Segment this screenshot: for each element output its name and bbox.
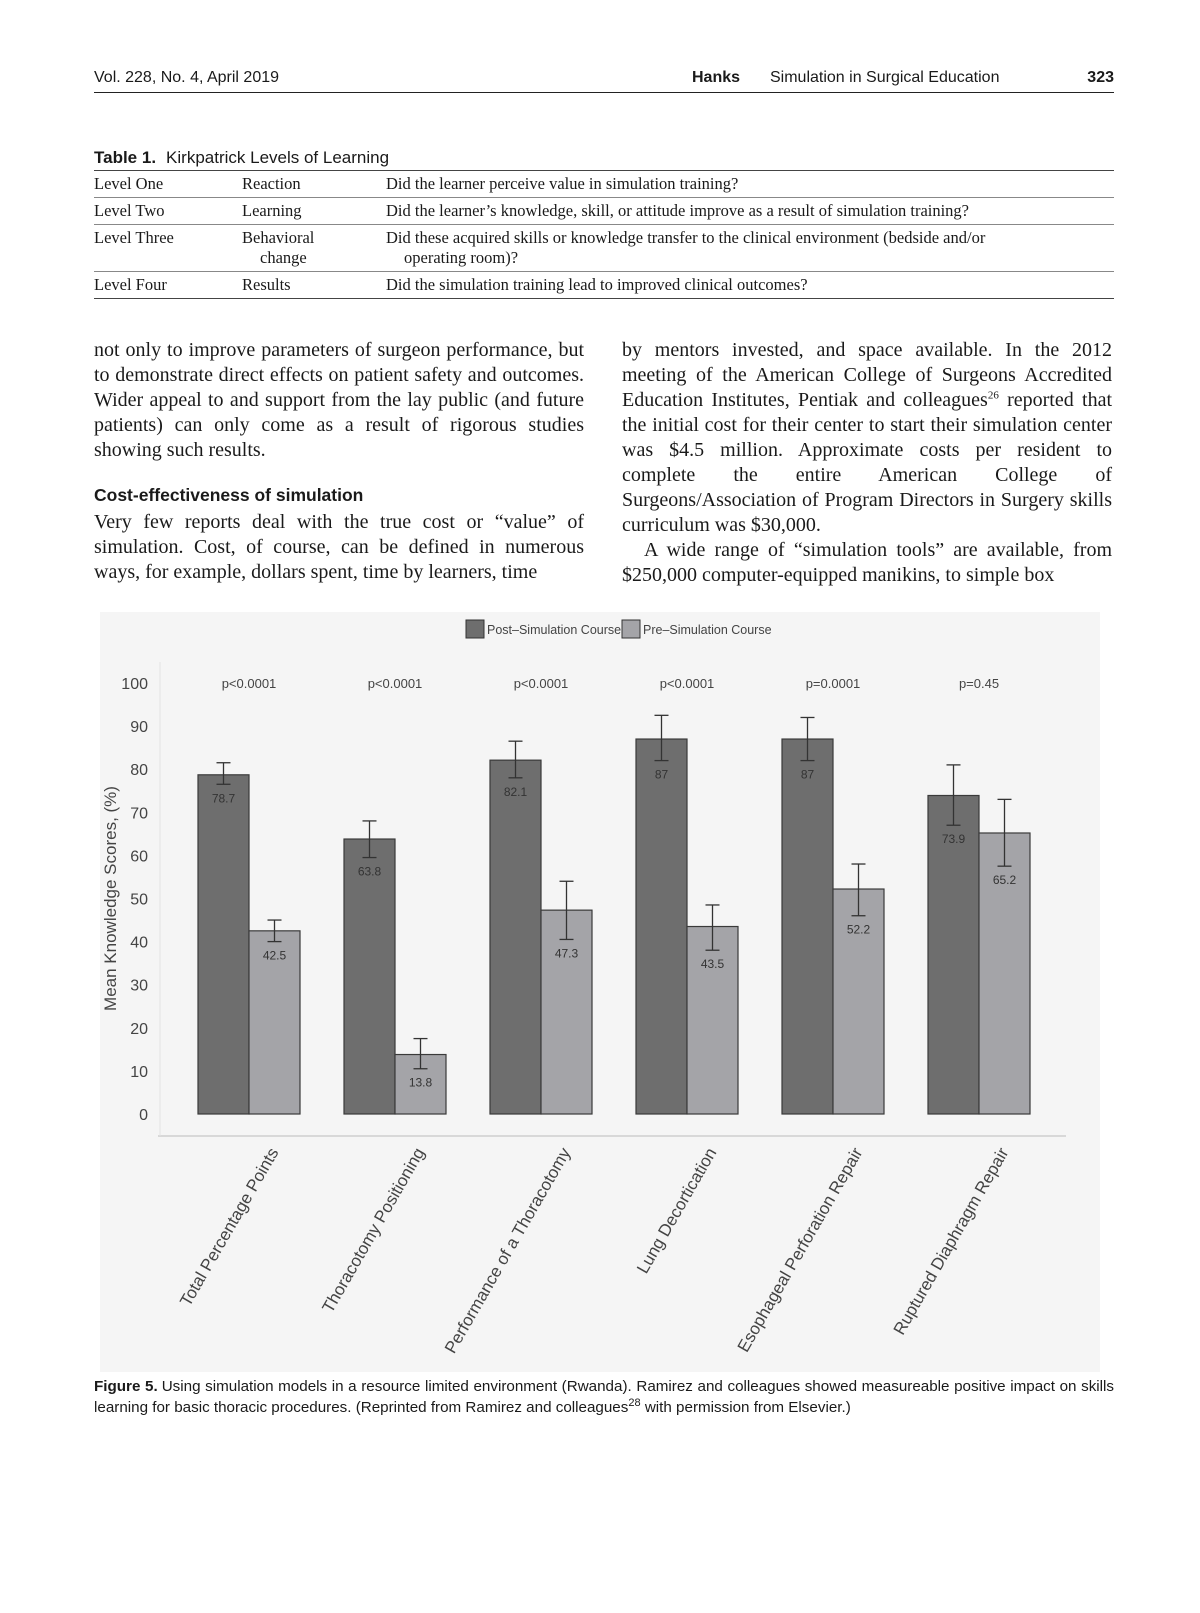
table-cell-question: Did the learner perceive value in simulation training? [386,174,739,193]
bar-post-simulation [198,775,249,1114]
y-tick-label: 10 [130,1063,148,1081]
data-label: 73.9 [941,832,966,847]
running-title: Simulation in Surgical Education [770,69,1000,86]
reference-superscript: 26 [987,389,999,402]
x-tick-label: Thoracotomy Positioning [318,1144,429,1317]
table-cell-name-line1: Behavioral [242,228,315,247]
bar-pre-simulation [541,910,592,1114]
running-author: Hanks [692,69,741,86]
p-value-label: p<0.0001 [367,676,423,691]
section-heading: Cost-effectiveness of simulation [94,485,364,505]
legend-label-pre: Pre–Simulation Course [643,623,772,637]
table-cell-name-line2: change [260,248,307,267]
table-row [94,198,1114,225]
bar-chart [100,612,1100,1372]
table-body [94,171,1114,299]
table-cell-question-line1: Did these acquired skills or knowledge transfer to the clinical environment (bedside and/or [386,228,986,247]
p-value-label: p<0.0001 [659,676,715,691]
p-value-label: p=0.0001 [805,676,861,691]
data-label: 87 [654,767,669,782]
bar-post-simulation [782,739,833,1114]
figure-caption [94,1376,1114,1418]
body-column-left [94,338,584,585]
body-text: reported that the initial cost for their center to start their simulation center was $4.5 million. Approximate costs per resident to complete the entire American College of Surgeons/Association of Program Directors in Surgery skills curriculum was $30,000. [622,389,1112,536]
figure-caption-text: Using simulation models in a resource limited environment (Rwanda). Ramirez and colleagues showed measureable positive impact on skills learning for basic thoracic procedures. (Reprinted from Ramirez and colleagues [94,1378,1115,1416]
data-label: 78.7 [211,791,236,806]
y-tick-label: 90 [130,719,148,737]
y-tick-label: 70 [130,805,148,823]
y-tick-label: 20 [130,1020,148,1038]
body-paragraph: Very few reports deal with the true cost or “value” of simulation. Cost, of course, can be defined in numerous ways, for example, dollars spent, time by learners, time [94,511,584,583]
data-label: 63.8 [357,864,382,879]
y-tick-label: 40 [130,934,148,952]
table-label: Table 1. [94,148,157,167]
table-cell-level: Level Four [94,275,167,294]
data-label: 52.2 [846,922,871,937]
table-title: Kirkpatrick Levels of Learning [166,148,390,167]
body-paragraph: A wide range of “simulation tools” are available, from $250,000 computer-equipped manikins, to simple box [622,539,1112,586]
y-tick-label: 80 [130,762,148,780]
y-tick-label: 50 [130,891,148,909]
table-cell-level: Level Two [94,201,165,220]
table-row [94,171,1114,198]
figure-caption-text: with permission from Elsevier.) [640,1399,851,1416]
table-cell-question-line2: operating room)? [404,248,519,267]
y-tick-label: 0 [139,1107,148,1124]
kirkpatrick-table [94,148,1114,299]
body-text: by mentors invested, and space available. In the 2012 meeting of the American College of Surgeons Accredited Education Institutes, Pentiak and colleagues [622,339,1112,411]
data-label: 82.1 [503,784,528,799]
body-paragraph: not only to improve parameters of surgeon performance, but to demonstrate direct effects on patient safety and outcomes. Wider appeal to and support from the lay public (and future patients) can only come as a result of rigorous studies showing such results. [94,339,584,461]
p-value-label: p<0.0001 [221,676,277,691]
data-label: 43.5 [700,957,725,972]
body-column-right [622,338,1112,588]
bar-post-simulation [490,760,541,1114]
figure-label: Figure 5. [94,1378,158,1395]
bar-pre-simulation [687,927,738,1114]
p-value-label: p=0.45 [958,676,1000,691]
data-label: 47.3 [554,946,579,961]
p-value-label: p<0.0001 [513,676,569,691]
x-tick-label: Total Percentage Points [176,1144,283,1310]
bar-post-simulation [636,739,687,1114]
journal-volume: Vol. 228, No. 4, April 2019 [94,69,280,86]
figure-5-chart [100,612,1100,1372]
data-label: 13.8 [408,1075,433,1090]
legend-swatch-post [466,620,484,638]
body-paragraph [622,338,1112,538]
data-label: 65.2 [992,873,1017,888]
bar-post-simulation [344,839,395,1114]
reference-superscript: 28 [628,1396,641,1409]
legend-swatch-pre [622,620,640,638]
y-tick-label: 30 [130,977,148,995]
table-row [94,272,1114,299]
table-cell-question [386,225,1114,272]
table-caption [94,148,1114,171]
running-header [94,66,1114,93]
table-cell-question: Did the learner’s knowledge, skill, or attitude improve as a result of simulation training? [386,201,970,220]
y-axis-label: Mean Knowledge Scores, (%) [101,786,120,1011]
table-cell-level: Level One [94,174,164,193]
table-row [94,225,1114,272]
table-cell-question: Did the simulation training lead to improved clinical outcomes? [386,275,808,294]
data-label: 42.5 [262,948,287,963]
table-cell-level: Level Three [94,228,174,247]
y-tick-label: 60 [130,848,148,866]
page-number: 323 [1087,69,1114,86]
table-cell-name [242,225,386,272]
x-tick-label: Ruptured Diaphragm Repair [889,1144,1013,1339]
y-tick-label: 100 [121,676,148,693]
x-tick-label: Performance of a Thoracotomy [441,1144,575,1357]
x-tick-label: Lung Decortication [633,1144,721,1277]
data-label: 87 [800,767,815,782]
legend-label-post: Post–Simulation Course [487,623,622,637]
x-tick-label: Esophageal Perforation Repair [733,1144,867,1356]
table-cell-name: Learning [242,201,302,220]
table-cell-name: Reaction [242,174,301,193]
table-cell-name: Results [242,275,291,294]
